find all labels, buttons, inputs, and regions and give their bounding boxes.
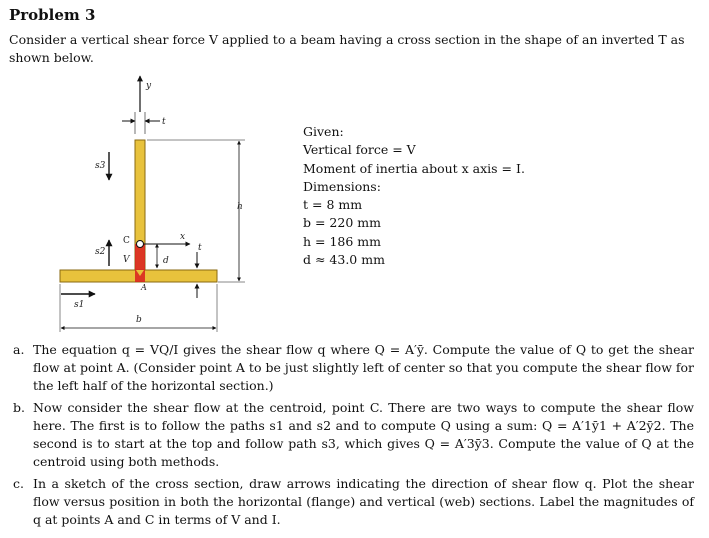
label-s2: s2 <box>95 247 106 257</box>
part-a-label: a. <box>13 342 25 357</box>
label-A: A <box>141 283 147 292</box>
centroid-marker <box>137 241 144 248</box>
part-c-text: In a sketch of the cross section, draw arrows indicating the direction of shear flow q. Plot the shear flow versus position in both the horizontal (flange) and vertical (web) sections. Label the magnitudes of q at points A and C in terms of V and I. <box>33 476 694 527</box>
given-block <box>303 123 525 269</box>
part-b-label: b. <box>13 400 25 415</box>
label-b: b <box>136 315 142 325</box>
given-dimensions-heading: Dimensions: <box>303 178 381 194</box>
label-y: y <box>146 81 152 91</box>
given-t: t = 8 mm <box>303 197 363 213</box>
part-b <box>9 399 694 471</box>
shear-region <box>135 244 145 282</box>
label-C: C <box>123 236 130 246</box>
part-c <box>9 475 694 529</box>
problem-title: Problem 3 <box>9 6 96 24</box>
label-x: x <box>180 232 186 242</box>
label-V: V <box>123 255 130 265</box>
given-d: d ≈ 43.0 mm <box>303 252 385 268</box>
part-b-text: Now consider the shear flow at the centroid, point C. There are two ways to compute the shear flow here. The first is to follow the paths s1 and s2 and to compute Q using a sum: Q = A′1ȳ1 + A′2ȳ2. The second is to start at the top and follow path s3, which gives Q = A′3ȳ3. Compute the value of Q at the centroid using both methods. <box>33 400 694 469</box>
label-t-right: t <box>198 243 202 253</box>
label-h: h <box>237 202 243 212</box>
given-h: h = 186 mm <box>303 233 382 249</box>
given-b: b = 220 mm <box>303 215 381 231</box>
label-s3: s3 <box>95 161 106 171</box>
part-c-label: c. <box>13 476 24 491</box>
cross-section-figure <box>40 72 280 332</box>
given-inertia: Moment of inertia about x axis = I. <box>303 160 525 176</box>
part-a <box>9 341 694 395</box>
given-force: Vertical force = V <box>303 142 416 158</box>
label-s1: s1 <box>74 300 85 310</box>
problem-intro: Consider a vertical shear force V applied to a beam having a cross section in the shape of an inverted T as shown below. <box>9 32 685 65</box>
question-parts <box>9 341 694 533</box>
label-d: d <box>163 256 169 266</box>
label-t-top: t <box>162 117 166 127</box>
given-heading: Given: <box>303 124 344 139</box>
part-a-text: The equation q = VQ/I gives the shear flow q where Q = A′ȳ. Compute the value of Q to get the shear flow at point A. (Consider point A to be just slightly left of center so that you compute the shear flow for the left half of the horizontal section.) <box>33 342 694 393</box>
